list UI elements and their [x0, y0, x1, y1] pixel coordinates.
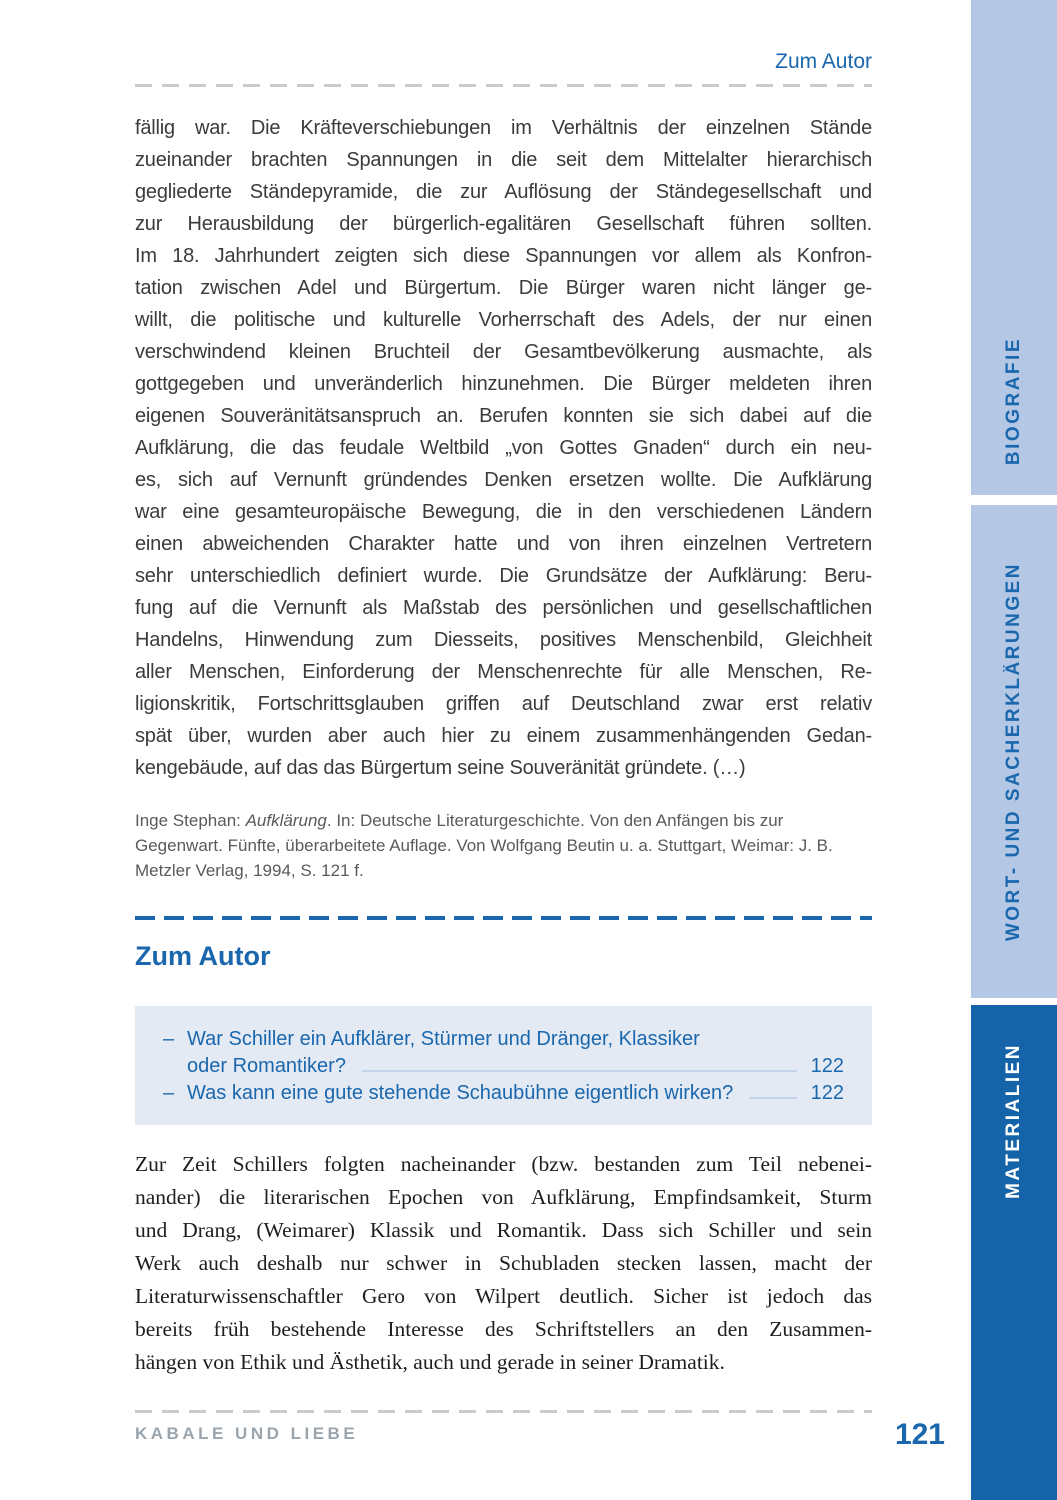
page-number: 121 [894, 1418, 945, 1451]
footer-book-title: KABALE UND LIEBE [135, 1424, 359, 1443]
text-line: war eine gesamteuropäische Bewegung, die in den verschiedenen Ländern [135, 501, 872, 523]
sidebar-tab-label: MATERIALIEN [1003, 1043, 1024, 1199]
toc-entry-continuation[interactable] [163, 1053, 844, 1080]
text-line: einen abweichenden Charakter hatte und von ihren einzelnen Vertretern [135, 533, 872, 555]
section-heading: Zum Autor [135, 941, 271, 971]
running-head: Zum Autor [775, 50, 872, 73]
source-citation [135, 808, 872, 883]
text-line: kengebäude, auf das das Bürgertum seine Souveränität gründete. (…) [135, 757, 746, 779]
text-line: und Drang, (Weimarer) Klassik und Romantik. Dass sich Schiller und sein [135, 1218, 872, 1242]
toc-entry[interactable] [163, 1026, 844, 1053]
toc-bullet: – [163, 1028, 175, 1050]
text-line: eigenen Souveränitätsanspruch an. Berufen konnten sie sich dabei auf die [135, 405, 872, 427]
text-line: Literaturwissenschaftler Gero von Wilpert deutlich. Sicher ist jedoch das [135, 1284, 872, 1308]
citation-details: . In: Deutsche Literaturgeschichte. Von den Anfängen bis zur Gegenwart. Fünfte, überarbeitete Auflage. Von Wolfgang Beutin u. a. Stuttgart, Weimar: J. B. Metzler Verlag, 1994, S. 121 f. [135, 811, 833, 880]
text-line: fällig war. Die Kräfteverschiebungen im Verhältnis der einzelnen Stände [135, 117, 872, 139]
text-line: gottgegeben und unveränderlich hinzunehmen. Die Bürger meldeten ihren [135, 373, 872, 395]
text-line: gegliederte Ständepyramide, die zur Auflösung der Ständegesellschaft und [135, 181, 872, 203]
commentary-paragraph [135, 1148, 872, 1379]
text-line: Zur Zeit Schillers folgten nacheinander (bzw. bestanden zum Teil nebenei- [135, 1152, 872, 1176]
text-line: bereits früh bestehende Interesse des Schriftstellers an den Zusammen- [135, 1317, 872, 1341]
text-line: Aufklärung, die das feudale Weltbild „von Gottes Gnaden“ durch ein neu- [135, 437, 872, 459]
text-line: fung auf die Vernunft als Maßstab des persönlichen und gesellschaftlichen [135, 597, 872, 619]
toc-entry-label: War Schiller ein Aufklärer, Stürmer und Dränger, Klassiker [187, 1028, 700, 1050]
toc-leader-line [749, 1097, 796, 1099]
text-line: zur Herausbildung der bürgerlich-egalitären Gesellschaft führen sollten. [135, 213, 872, 235]
text-line: spät über, wurden aber auch hier zu einem zusammenhängenden Gedan- [135, 725, 872, 747]
text-line: hängen von Ethik und Ästhetik, auch und gerade in seiner Dramatik. [135, 1350, 725, 1374]
sidebar-tab-label: BIOGRAFIE [1003, 336, 1024, 465]
text-line: Werk auch deshalb nur schwer in Schubladen stecken lassen, macht der [135, 1251, 872, 1275]
toc-entry-label: oder Romantiker? [187, 1055, 346, 1077]
toc-bullet: – [163, 1082, 175, 1104]
text-line: ligionskritik, Fortschrittsglauben griffen auf Deutschland zwar erst relativ [135, 693, 872, 715]
text-line: Handelns, Hinwendung zum Diesseits, positives Menschenbild, Gleichheit [135, 629, 872, 651]
section-dashed-rule [135, 916, 872, 920]
text-line: willt, die politische und kulturelle Vorherrschaft des Adels, der nur einen [135, 309, 872, 331]
header-dashed-rule [135, 84, 872, 87]
toc-entry[interactable] [163, 1080, 844, 1107]
sidebar-tab-biografie[interactable] [971, 0, 1057, 495]
footer-dashed-rule [135, 1410, 872, 1413]
text-line: Im 18. Jahrhundert zeigten sich diese Spannungen vor allem als Konfron- [135, 245, 872, 267]
text-line: aller Menschen, Einforderung der Menschenrechte für alle Menschen, Re- [135, 661, 872, 683]
sidebar-tab-label: WORT- UND SACHERKLÄRUNGEN [1003, 561, 1024, 942]
toc-page-number[interactable]: 122 [810, 1082, 844, 1104]
excerpt-paragraph [135, 112, 872, 784]
toc-leader-line [362, 1070, 797, 1072]
text-line: tation zwischen Adel und Bürgertum. Die Bürger waren nicht länger ge- [135, 277, 872, 299]
section-toc-box [135, 1006, 872, 1125]
text-line: verschwindend kleinen Bruchteil der Gesamtbevölkerung ausmachte, als [135, 341, 872, 363]
toc-entry-label: Was kann eine gute stehende Schaubühne eigentlich wirken? [187, 1082, 734, 1104]
sidebar-tab-wort-und-sacherklaerungen[interactable] [971, 505, 1057, 998]
citation-work-title: Aufklärung [245, 811, 327, 830]
text-line: zueinander brachten Spannungen in die seit dem Mittelalter hierarchisch [135, 149, 872, 171]
text-line: nander) die literarischen Epochen von Aufklärung, Empfindsamkeit, Sturm [135, 1185, 872, 1209]
toc-page-number[interactable]: 122 [810, 1055, 844, 1077]
citation-author: Inge Stephan: [135, 811, 246, 830]
text-line: es, sich auf Vernunft gründendes Denken ersetzen wollte. Die Aufklärung [135, 469, 872, 491]
text-line: sehr unterschiedlich definiert wurde. Die Grundsätze der Aufklärung: Beru- [135, 565, 872, 587]
sidebar-tab-materialien-active[interactable] [971, 1005, 1057, 1500]
